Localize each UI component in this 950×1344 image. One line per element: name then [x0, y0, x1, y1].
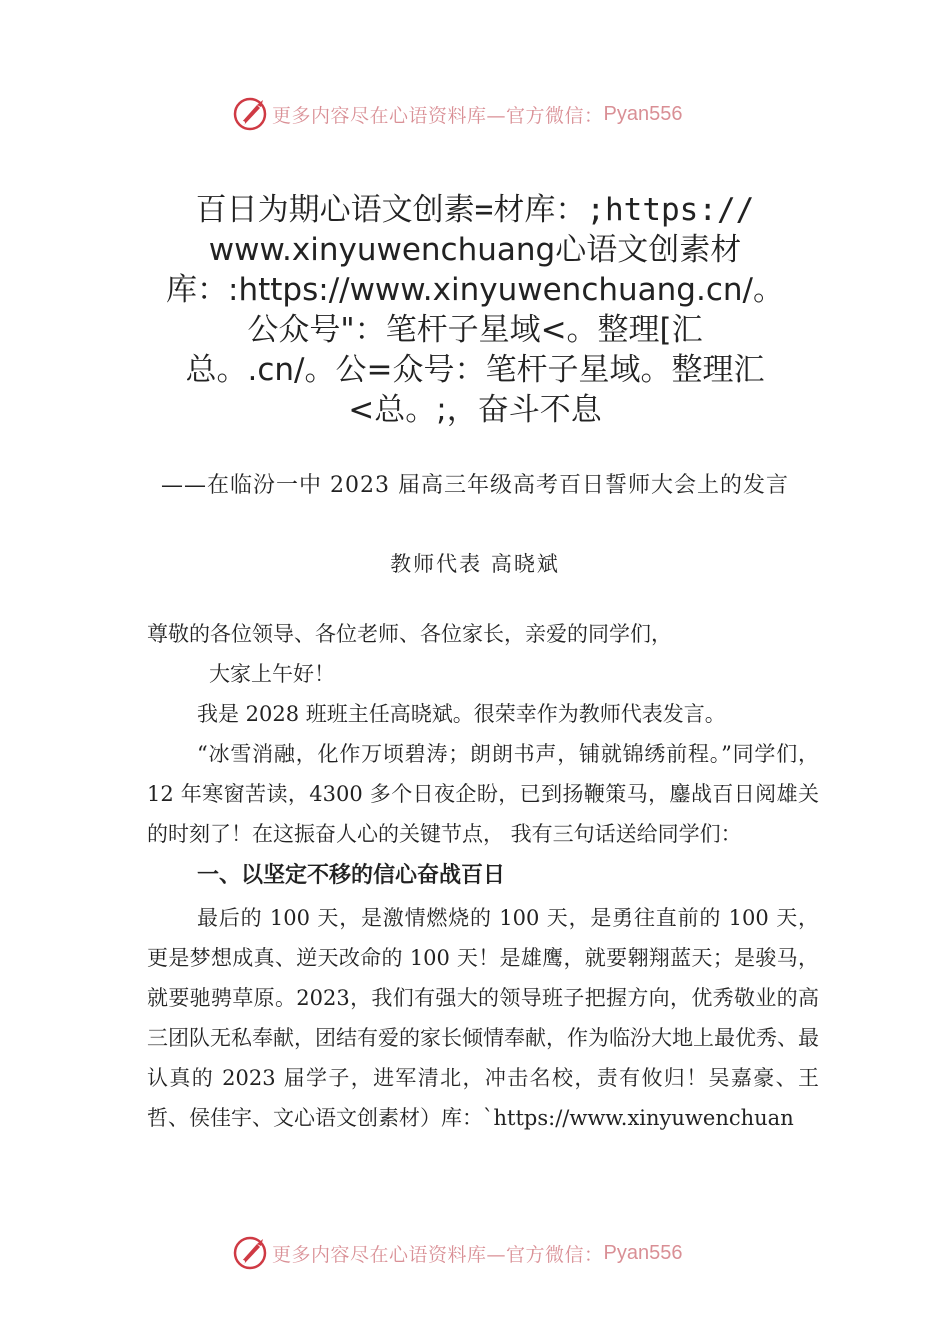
banner-text: 更多内容尽在心语资料库—官方微信： — [272, 104, 604, 127]
salutation: 尊敬的各位领导、各位老师、各位家长，亲爱的同学们， — [147, 622, 672, 646]
quill-logo-icon — [232, 96, 268, 132]
paragraph: “冰雪消融，化作万顷碧涛；朗朗书声，铺就锦绣前程。”同学们，12 年寒窗苦读，4300 多个日夜企盼，已到扬鞭策马，鏖战百日阅雄关的时刻了！在这振奋人心的关键节点， 我有三句话送给同学们： — [147, 742, 819, 846]
document-title — [140, 190, 810, 430]
header-banner — [232, 94, 682, 134]
banner-text: 更多内容尽在心语资料库—官方微信： — [272, 1243, 604, 1266]
section-heading: 一、以坚定不移的信心奋战百日 — [197, 863, 506, 888]
document-body — [147, 614, 819, 1138]
title-line: 总。.cn/。公=众号：笔杆子星域。整理汇 — [185, 352, 765, 388]
title-line: 公众号"：笔杆子星域<。整理[汇 — [247, 312, 703, 348]
author-line: 教师代表 高晓斌 — [390, 552, 560, 576]
quill-logo-icon — [232, 1235, 268, 1271]
title-line: www.xinyuwenchuang心语文创素材 — [208, 232, 742, 268]
greeting: 大家上午好！ — [209, 662, 335, 686]
paragraph: 我是 2028 班班主任高晓斌。很荣幸作为教师代表发言。 — [197, 702, 726, 726]
banner-wechat-id: Pyan556 — [603, 1241, 683, 1264]
footer-banner — [232, 1233, 682, 1273]
title-line: <总。;，奋斗不息 — [348, 392, 602, 428]
document-subtitle: ——在临汾一中 2023 届高三年级高考百日誓师大会上的发言 — [161, 473, 789, 498]
title-line: 百日为期心语文创素=材库：;https:// — [195, 192, 755, 228]
paragraph: 最后的 100 天，是激情燃烧的 100 天，是勇往直前的 100 天，更是梦想成真、逆天改命的 100 天！是雄鹰，就要翱翔蓝天；是骏马，就要驰骋草原。2023，我们有强大的领导班子把握方向，优秀敬业的高三团队无私奉献，团结有爱的家长倾情奉献，作为临汾大地上最优秀、最认真的 2023 届学子，进军清北，冲击名校，责有攸归！吴嘉豪、王哲、侯佳宇、文心语文创素材）库：`https://www.xinyuwenchuan — [147, 906, 819, 1130]
banner-wechat-id: Pyan556 — [603, 102, 683, 125]
title-line: 库：:https://www.xinyuwenchuang.cn/。 — [166, 272, 784, 308]
